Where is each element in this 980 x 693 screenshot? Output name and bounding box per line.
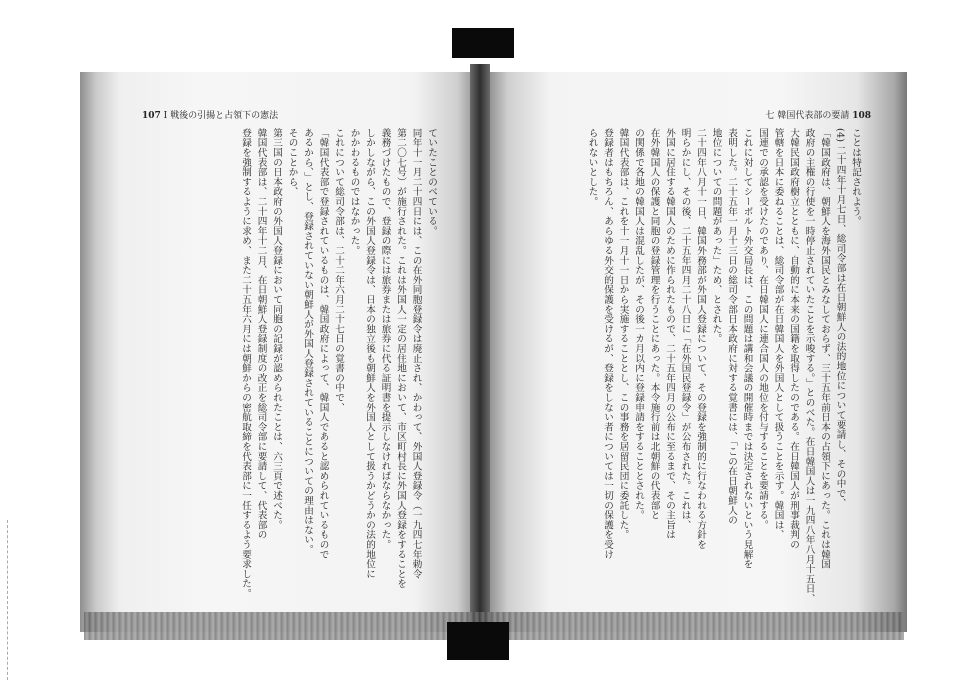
- redaction-block-bottom: [447, 622, 509, 660]
- left-page-running-title: 戦後の引揚と占領下の憲法: [170, 111, 279, 121]
- text-line: 二十四年八月十一日、韓国外務部が外国人登録について、その登録を強制的に行なわれる方針を: [695, 128, 706, 550]
- text-line: ていたことのべている。: [426, 128, 437, 236]
- text-line: 第二〇七号）が施行された。これは外国人一定の居住地において、市区町村長に外国人登録をすることを: [395, 128, 406, 589]
- text-line: 国連での承認を受けたのであり、在日韓国人に連合国人の地位を付与することを要請する。: [757, 128, 768, 530]
- text-line: 管轄を日本に委ねることは、総司令部が在日韓国人を外国人として扱うことを示す。韓国は、: [772, 128, 784, 540]
- left-page-number: 107: [142, 111, 161, 121]
- text-line: 政府の主権の行使を一時停止されていたことを示唆する。」とのべた。在日韓国人は一九四八年八月十五日、: [803, 128, 815, 603]
- text-line: しかしながら、この外国人登録令は、日本の独立後も朝鮮人を外国人として扱うかどうかの法的地位に: [364, 128, 375, 579]
- text-line: 「韓国代表部で登録されているものは、韓国政府によって、韓国人であると認められているもので: [317, 128, 329, 560]
- text-line: 義務づけたもので、登録の際には旅券または旅券に代る証明書を提示しなければならなかった。: [379, 128, 391, 550]
- left-book-page: [80, 72, 473, 632]
- book-gutter: [470, 64, 490, 644]
- text-line: 地位についての問題があった」ため、とされた。: [710, 128, 722, 344]
- text-line: (4) 二十四年十月七日、総司令部は在日朝鮮人の法的地位について要請し、その中で、: [834, 128, 846, 509]
- text-line: の関係で各地の韓国人は混乱したが、その後一カ月以内に登録申請をすることとされた。: [633, 128, 644, 520]
- text-line: これについて総司令部は、二十二年六月二十七日の覚書の中で、: [333, 128, 344, 413]
- redaction-block-top: [452, 28, 514, 58]
- text-line: そのことから、: [286, 128, 298, 197]
- text-line: 登録者はもちろん、あらゆる外交的保護を受けるが、登録をしない者については一切の保護を受け: [602, 128, 613, 560]
- left-page-body-text: [139, 128, 439, 598]
- text-line: 韓国代表部は、二十四年十二月、在日朝鮮人登録制度の改正を総司令部に要請して、代表部の: [255, 128, 267, 540]
- text-line: られないとした。: [586, 128, 598, 207]
- right-page-body-text: [523, 128, 863, 603]
- text-line: 「韓国政府は、朝鮮人を海外国民とみなしておらず、三十五年前日本の占領下にあった。これは韓国: [819, 128, 830, 569]
- text-line: 明らかにし、その後、二十五年四月二十八日に「在外国民登録令」が公布された。これは、: [679, 128, 691, 530]
- text-line: 表明した。二十五年一月十三日の総司令部日本政府に対する覚書には、「この在日朝鮮人の: [726, 128, 737, 525]
- text-line: かかわるものではなかった。: [348, 128, 360, 256]
- right-page-header: [765, 108, 871, 121]
- right-page-number: 108: [852, 111, 871, 121]
- text-line: 大韓民国政府樹立とともに、自動的に本来の国籍を取得したのである。在日韓国人が刑事裁判の: [788, 128, 799, 550]
- text-line: 同年十一月二十四日には、この在外同胞登録令は廃止され、かわって、外国人登録令（一九四七年勅令: [410, 128, 422, 579]
- left-page-separator: Ⅰ: [163, 111, 168, 121]
- text-line: ことは特記されよう。: [850, 128, 861, 226]
- left-page-header: [142, 108, 278, 121]
- right-page-running-title: 韓国代表部の要請: [777, 111, 850, 121]
- text-line: これに対してシーボルト外交局長は、この問題は講和会議の開催時までは決定されないという見解を: [741, 128, 753, 569]
- text-line: 登録を強制するように求め、また二十五年六月には朝鮮からの密航取締を代表部に一任するよう要求した。: [240, 128, 251, 598]
- text-line: 第三国の日本政府の外国人登録において同胞の記録が認められたことは、六三頁で述べた。: [271, 128, 282, 530]
- text-line: あるから、」とし、登録されていない朝鮮人が外国人登録されていることについての理由はない。: [302, 128, 313, 555]
- text-line: 在外韓国人の保護と同胞の登録管理を行うことにあった。本令施行前は北朝鮮の代表部と: [648, 128, 660, 520]
- text-line: 韓国代表部は、これを十一月十一日から実施することとし、この事務を居留民団に委託した。: [617, 128, 629, 540]
- right-book-page: [487, 72, 907, 632]
- right-page-section-number: 七: [765, 111, 775, 121]
- scan-edge-marks: [7, 520, 11, 680]
- text-line: 外国に居住する韓国人のために作られたもので、二十五年四月の公布に至るまで、その主旨は: [664, 128, 675, 540]
